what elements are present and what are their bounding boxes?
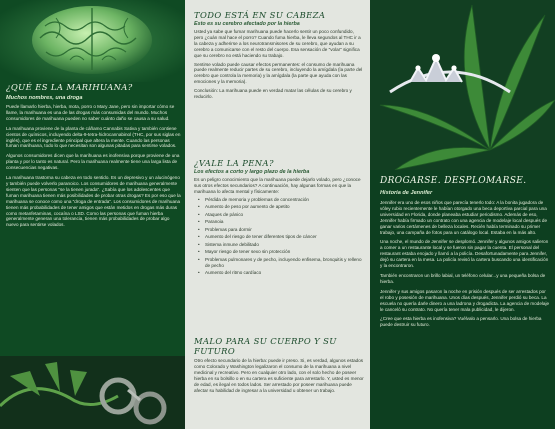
list-item: • Pérdida de memoria y problemas de concentración bbox=[194, 197, 364, 203]
effects-list bbox=[194, 197, 364, 276]
section-paragraph: Conclusión: La marihuana puede en verdad matar las células de su cerebro y reducirlo. bbox=[194, 88, 352, 100]
panel1-paragraph: Puede llamarlo hierba, hierba, mota, porro o Mary Jane, pero sin importar cómo se llame, la marihuana es una de las drogas más consumidas del mundo. Muchos consumidores de marihuana pueden no saber cuánto daño se causa a su salud. bbox=[6, 104, 175, 121]
list-item: • Problemas para dormir bbox=[194, 227, 364, 233]
panel1-paragraph: Algunos consumidores dicen que la marihuana es inofensiva porque proviene de una planta y por lo tanto es natural. Pero la marihuana realmente tiene una larga lista de consecuencias negativas. bbox=[6, 153, 180, 171]
section-title: TODO ESTÁ EN SU CABEZA bbox=[194, 10, 326, 20]
section-title: MALO PARA SU CUERPO Y SU FUTURO bbox=[194, 336, 337, 356]
list-item: • Problemas pulmonares y de pecho, incluyendo enfisema, bronquitis y relleno de pecho bbox=[194, 257, 364, 269]
panel1-title: ¿QUÉ ES LA MARIHUANA? bbox=[6, 82, 133, 92]
right-panel bbox=[370, 0, 555, 429]
list-item: • Ataques de pánico bbox=[194, 212, 364, 218]
section-subtitle: Esto es su cerebro afectado por la hierba bbox=[194, 21, 300, 27]
future-section bbox=[194, 336, 364, 393]
section-subtitle: Los efectos a corto y largo plazo de la hierba bbox=[194, 169, 310, 175]
section-title: ¿VALE LA PENA? bbox=[194, 158, 274, 168]
effects-section bbox=[194, 158, 364, 278]
panel1-body bbox=[6, 104, 181, 232]
section-paragraph: Usted ya sabe que fumar marihuana puede hacerlo sentir un poco confundido, pero ¿cuán mal hace el porro? Cuando fuma hierba, le lleva segundos al THC ir a la cabeza y adherirse a los neurotransmisores de su cerebro, que ayudan a su cerebro a comunicarse con el resto del cuerpo. Esa sensación de "volar" significa que su cerebro no está haciendo su trabajo. bbox=[194, 29, 361, 58]
list-item: • Paranoia bbox=[194, 219, 364, 225]
list-item: • Mayor riesgo de tener sexo sin protección bbox=[194, 249, 364, 255]
left-panel bbox=[0, 0, 185, 429]
section-paragraph: Es un peligro conocimiento que la marihuana puede dejarlo volado, pero ¿conoce sus otros efectos secundarios? A continuación, hay algunas formas en que la marihuana lo afecta mental y físicamente: bbox=[194, 177, 361, 194]
list-item: • Aumento del riesgo de tener diferentes tipos de cáncer bbox=[194, 234, 364, 240]
panel3-paragraph: También encontraron un brillo labial, un teléfono celular...y una pequeña bolsa de hierba. bbox=[380, 272, 546, 284]
list-item: • Aumento de peso por aumento de apetito bbox=[194, 204, 364, 210]
panel3-paragraph: ¿Cree que esta hierba es inofensiva? Vuélvalo a pensarlo. Una bolsa de hierba puede destruir su futuro. bbox=[380, 316, 542, 328]
handcuffs-illustration bbox=[0, 356, 185, 429]
panel1-paragraph: La marihuana proviene de la planta de cáñamo Cannabis Sativa y también contiene cientos de químicos, incluyendo delta-9-tetra-hidrocannabinol (THC, por sus siglas en inglés), que es el ingrediente principal que altera la mente. Cuando las personas fuman marihuana, todo lo que necesitan son algunas pitadas para sentirse volados. bbox=[6, 125, 181, 149]
panel3-paragraph: Jennifer y sus amigos pasaron la noche en prisión después de ser arrestados por el robo y posesión de marihuana. Unos días después, Jennifer perdió su beca. La escuela no quería darle dinero a una ladrona y drogadicta. La agencia de modelaje le canceló su contrato. No quería tener mala publicidad, le dijeron. bbox=[380, 288, 550, 312]
section-paragraph: Otro efecto secundario de la hierba: puede ir preso. Si, es verdad, algunos estados como Colorado y Washington legalizaron el consumo de la marihuana a nivel medicinal y recreativo. Pero en cualquier otro lado, con el solo hecho de poseer hierba en su bolsillo o en su cartera es suficiente para arrestarlo. Y, usted es menor de edad, es ilegal en todos lados. Ser arrestado por poseer marihuana puede afectar su habilidad de ingresar a la universidad u obtener un trabajo. bbox=[194, 358, 364, 393]
panel3-paragraph: Jennifer era uno de esos niños que parecía tenerlo todo: A la bonita jugadora de vóley rubio recientemente le habían otorgado una beca deportiva parcial para una universidad en Florida, donde planeaba estudiar periodismo. Además de eso, Jennifer había firmado un contrato con una agencia de modelaje local después de ganar varios certámenes de belleza locales. Recién había terminado su primer trabajo, una campaña de fotos para un catálogo local. Estaba en la más alto. bbox=[380, 200, 548, 235]
panel3-paragraph: Una noche, el mundo de Jennifer se desplomó. Jennifer y algunos amigos salieron a comer a un restaurante local y se fueron sin pagar la cuenta. El personal del restaurant estaba enojado y llamó a la policía. Desafortunadamente para Jennifer, dejó su cartera en la mesa. La policía revisó la cartera buscando una identificación y la encontraron. bbox=[380, 239, 549, 269]
list-item: • Sistema inmune debilitado bbox=[194, 242, 364, 248]
middle-panel bbox=[185, 0, 370, 429]
brain-section bbox=[194, 10, 364, 100]
brain-illustration bbox=[0, 0, 185, 82]
section-paragraph: Sentirse volado puede causar efectos permanentes: el consumo de marihuana puede realmente reducir partes de su cerebro, incluyendo la amígdala (la parte del cerebro que controla la memoria) y la amígdala (la parte que ayuda con las emociones y la memoria). bbox=[194, 61, 363, 85]
list-item: • Aumento del ritmo cardíaco bbox=[194, 270, 364, 276]
panel3-title: DROGARSE. DESPLOMARSE. bbox=[380, 176, 527, 186]
cannabis-leaf-illustration bbox=[370, 0, 555, 170]
panel1-paragraph: La marihuana trastorna su cabeza en todo sentido. Es un depresivo y un alucinógeno y también puede volverlo paranoico. Los consumidores de marihuana generalmente sienten que las personas "se la tienen jurada". ¿Sabía que los adolescentes que fuman marihuana tienen más posibilidades de probar otras drogas? Es por eso que la marihuana se conoce como una "droga de entrada". Los consumidores de marihuana tienen más probabilidades de tener amigos que están metidos en drogas más duras como metanfetaminas, cocaína o LSD. Como las personas que fuman hierba generalmente generan una tolerancia, tienen más probabilidades de probar algo nuevo para sentirse volados. bbox=[6, 175, 181, 228]
panel1-subtitle: Muchos nombres, una droga bbox=[6, 95, 83, 101]
panel3-subtitle: Historia de Jennifer bbox=[380, 190, 433, 196]
panel3-body bbox=[380, 200, 550, 332]
